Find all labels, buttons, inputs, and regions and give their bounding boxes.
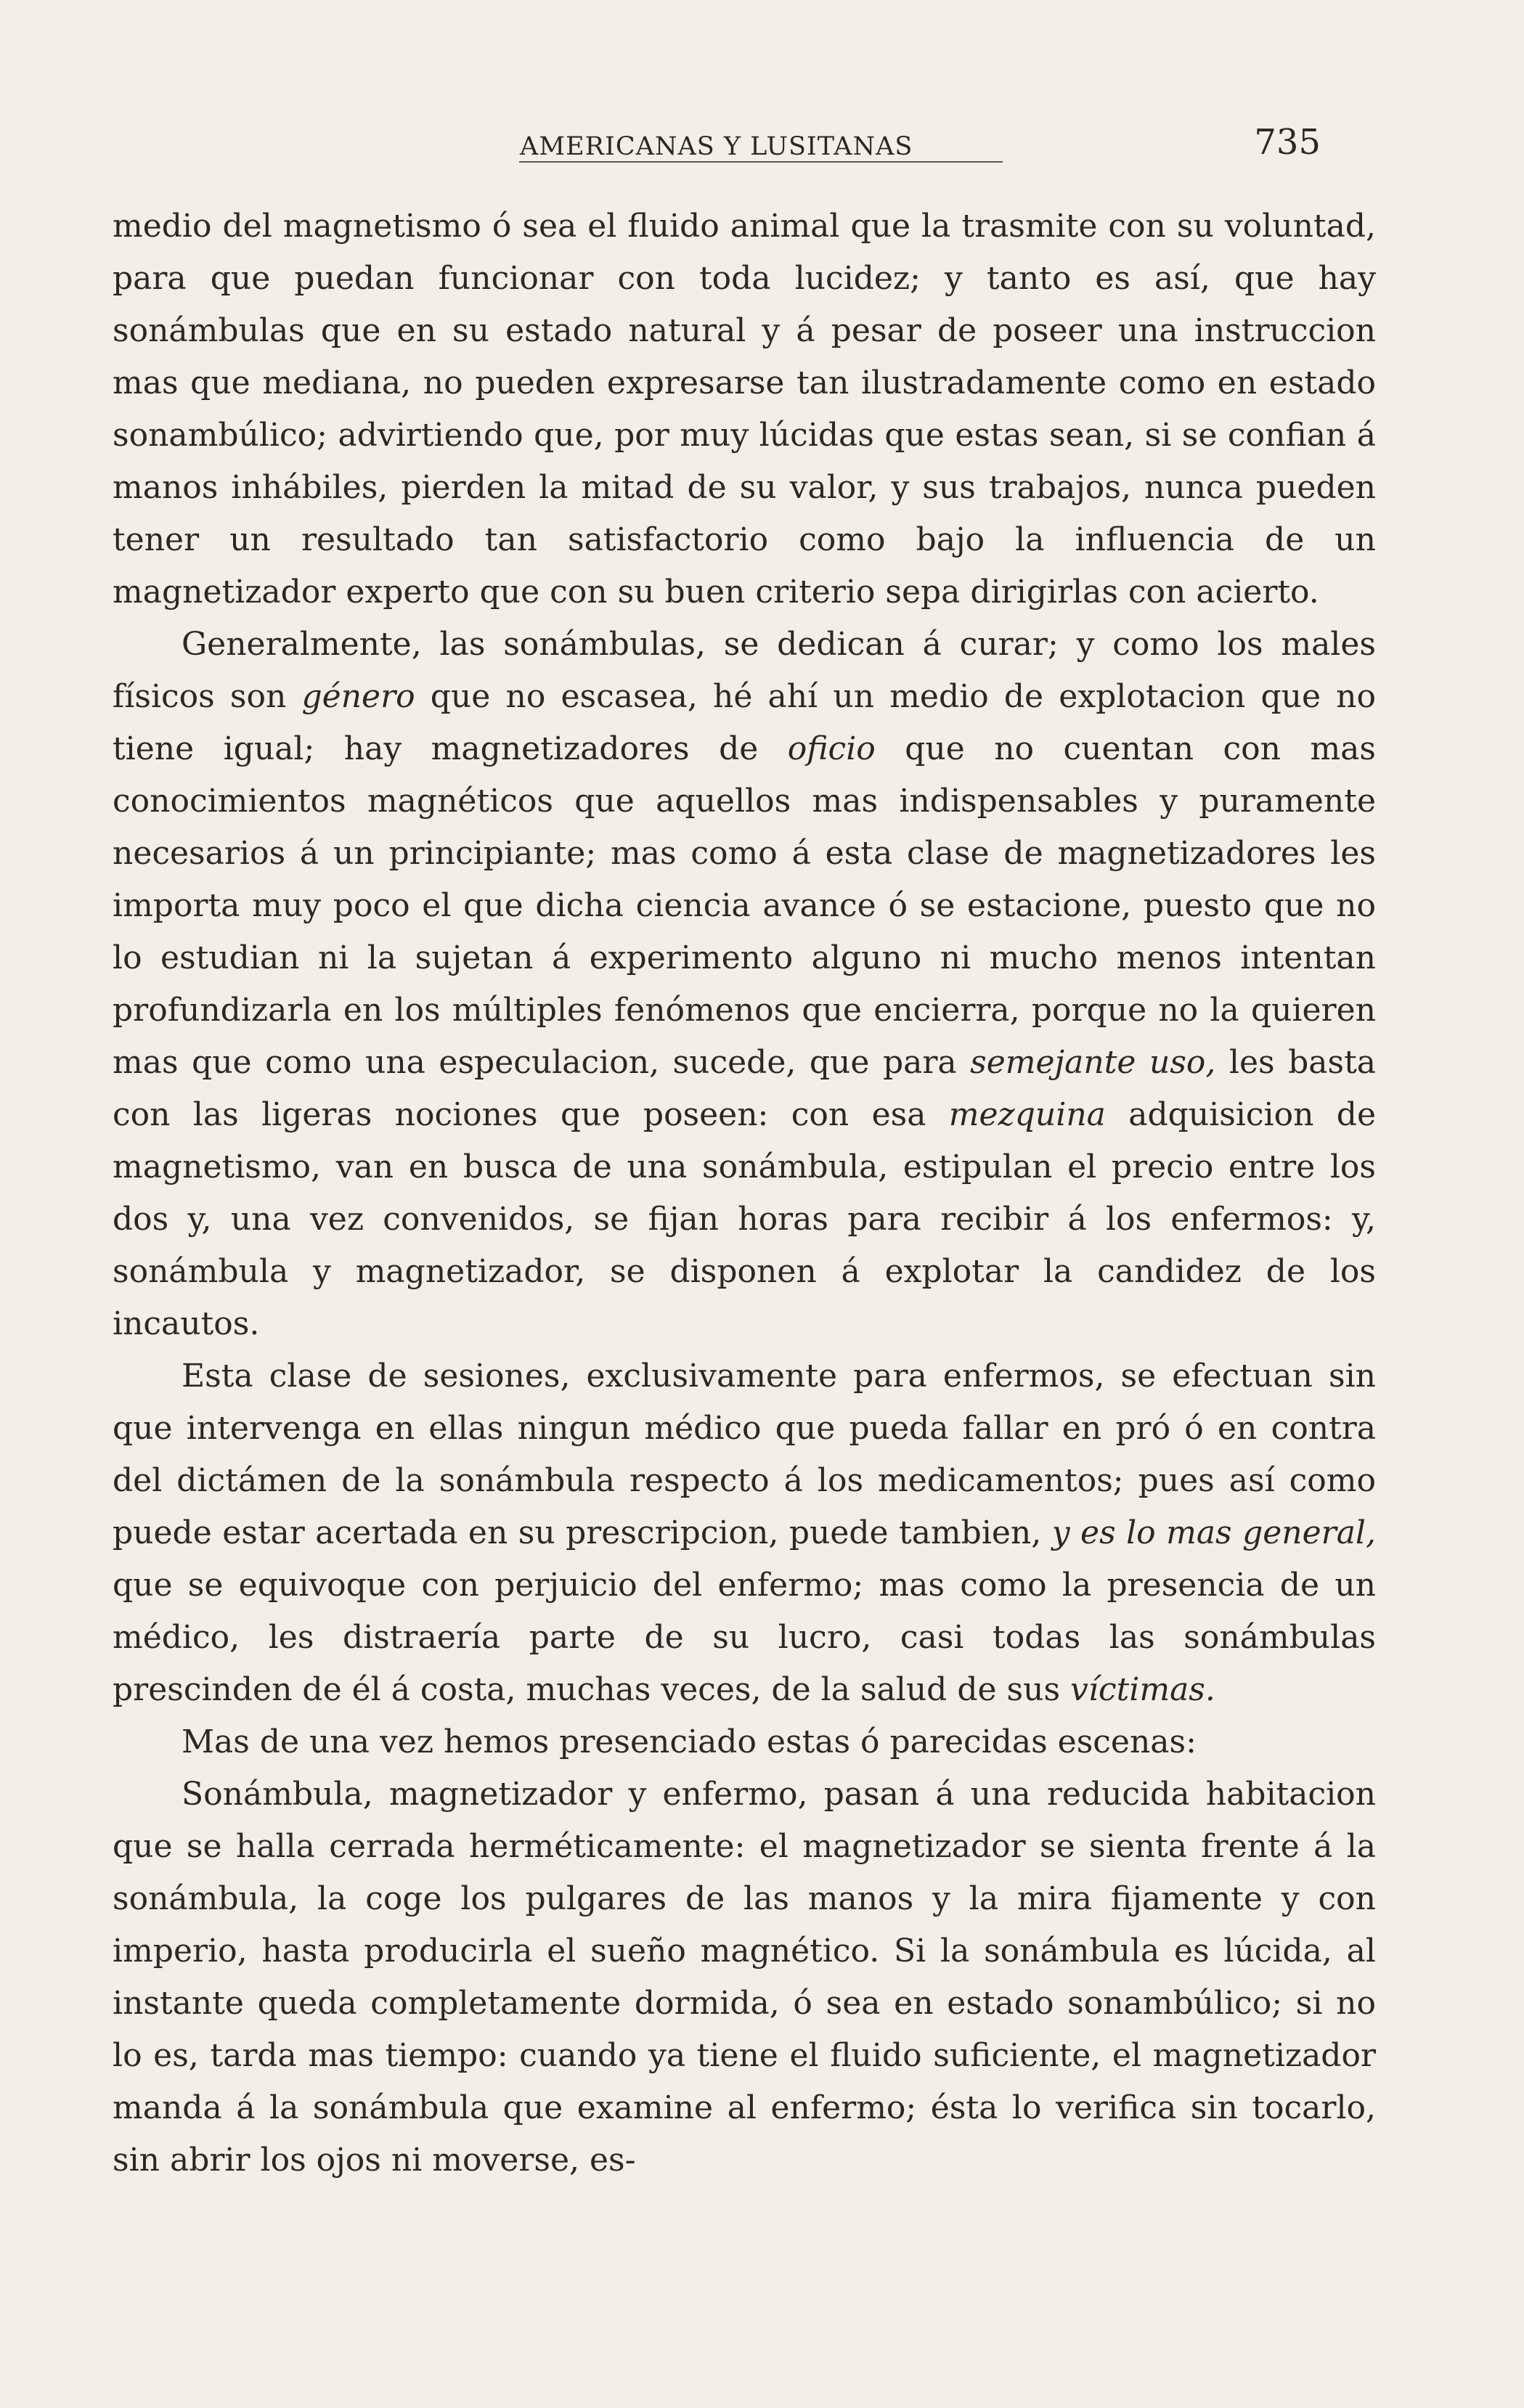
text-segment: Esta clase de sesiones, exclusivamente para enfermos, se efectuan sin que intervenga en ellas ningun médico que pueda fallar en pró ó en contra del dictámen de la sonámbula respecto á los medicamentos; pues así como puede estar acertada en su prescripcion, puede tambien, xyxy=(113,1358,1376,1551)
text-segment: medio del magnetismo ó sea el fluido animal que la trasmite con su voluntad, para que puedan funcionar con toda lucidez; y tanto es así, que hay sonámbulas que en su estado natural y á pesar de poseer una instruccion mas que mediana, no pueden expresarse tan ilustradamente como en estado sonambúlico; advirtiendo que, por muy lúcidas que estas sean, si se confian á manos inhábiles, pierden la mitad de su valor, y sus trabajos, nunca pueden tener un resultado tan satisfactorio como bajo la influencia de un magnetizador experto que con su buen criterio sepa dirigirlas con acierto. xyxy=(113,208,1376,611)
italic-text: oficio xyxy=(787,730,876,767)
running-head xyxy=(0,116,1524,167)
italic-text: género xyxy=(301,678,415,715)
text-segment: Mas de una vez hemos presenciado estas ó parecidas escenas: xyxy=(182,1723,1197,1760)
paragraph-1 xyxy=(113,200,1376,619)
text-segment: adquisicion de magnetismo, van en busca de una sonámbula, estipulan el precio entre los dos y, una vez convenidos, se fijan horas para recibir á los enfermos: y, sonámbula y magnetizador, se disponen á explotar la candidez de los incautos. xyxy=(113,1096,1376,1342)
text-segment: que no escasea, hé ahí un medio de explotacion que no tiene igual; hay magnetizadores de xyxy=(113,678,1376,767)
paragraph-5 xyxy=(113,1768,1376,2187)
text-segment: les basta con las ligeras nociones que poseen: con esa xyxy=(113,1044,1376,1133)
italic-text: semejante uso, xyxy=(970,1044,1216,1081)
running-title: AMERICANAS Y LUSITANAS xyxy=(520,132,913,161)
italic-text: víctimas. xyxy=(1070,1671,1215,1708)
italic-text: y es lo mas general, xyxy=(1051,1514,1376,1551)
body-text xyxy=(113,200,1376,2187)
page-number: 735 xyxy=(1254,122,1321,163)
paragraph-3 xyxy=(113,1350,1376,1716)
text-segment: que no cuentan con mas conocimientos magnéticos que aquellos mas indispensables y puramente necesarios á un principiante; mas como á esta clase de magnetizadores les importa muy poco el que dicha ciencia avance ó se estacione, puesto que no lo estudian ni la sujetan á experimento alguno ni mucho menos intentan profundizarla en los múltiples fenómenos que encierra, porque no la quieren mas que como una especulacion, sucede, que para xyxy=(113,730,1376,1081)
italic-text: mezquina xyxy=(948,1096,1106,1133)
paragraph-2 xyxy=(113,619,1376,1350)
text-segment: Sonámbula, magnetizador y enfermo, pasan á una reducida habitacion que se halla cerrada herméticamente: el magnetizador se sienta frente á la sonámbula, la coge los pulgares de las manos y la mira fijamente y con imperio, hasta producirla el sueño magnético. Si la sonámbula es lúcida, al instante queda completamente dormida, ó sea en estado sonambúlico; si no lo es, tarda mas tiempo: cuando ya tiene el fluido suficiente, el magnetizador manda á la sonámbula que examine al enfermo; ésta lo verifica sin tocarlo, sin abrir los ojos ni moverse, es- xyxy=(113,1776,1376,2179)
text-segment: que se equivoque con perjuicio del enfermo; mas como la presencia de un médico, les distraería parte de su lucro, casi todas las sonámbulas prescinden de él á costa, muchas veces, de la salud de sus xyxy=(113,1567,1376,1708)
paragraph-4 xyxy=(113,1716,1376,1768)
text-segment: Generalmente, las sonámbulas, se dedican á curar; y como los males físicos son xyxy=(113,626,1376,715)
header-rule xyxy=(519,161,1003,163)
